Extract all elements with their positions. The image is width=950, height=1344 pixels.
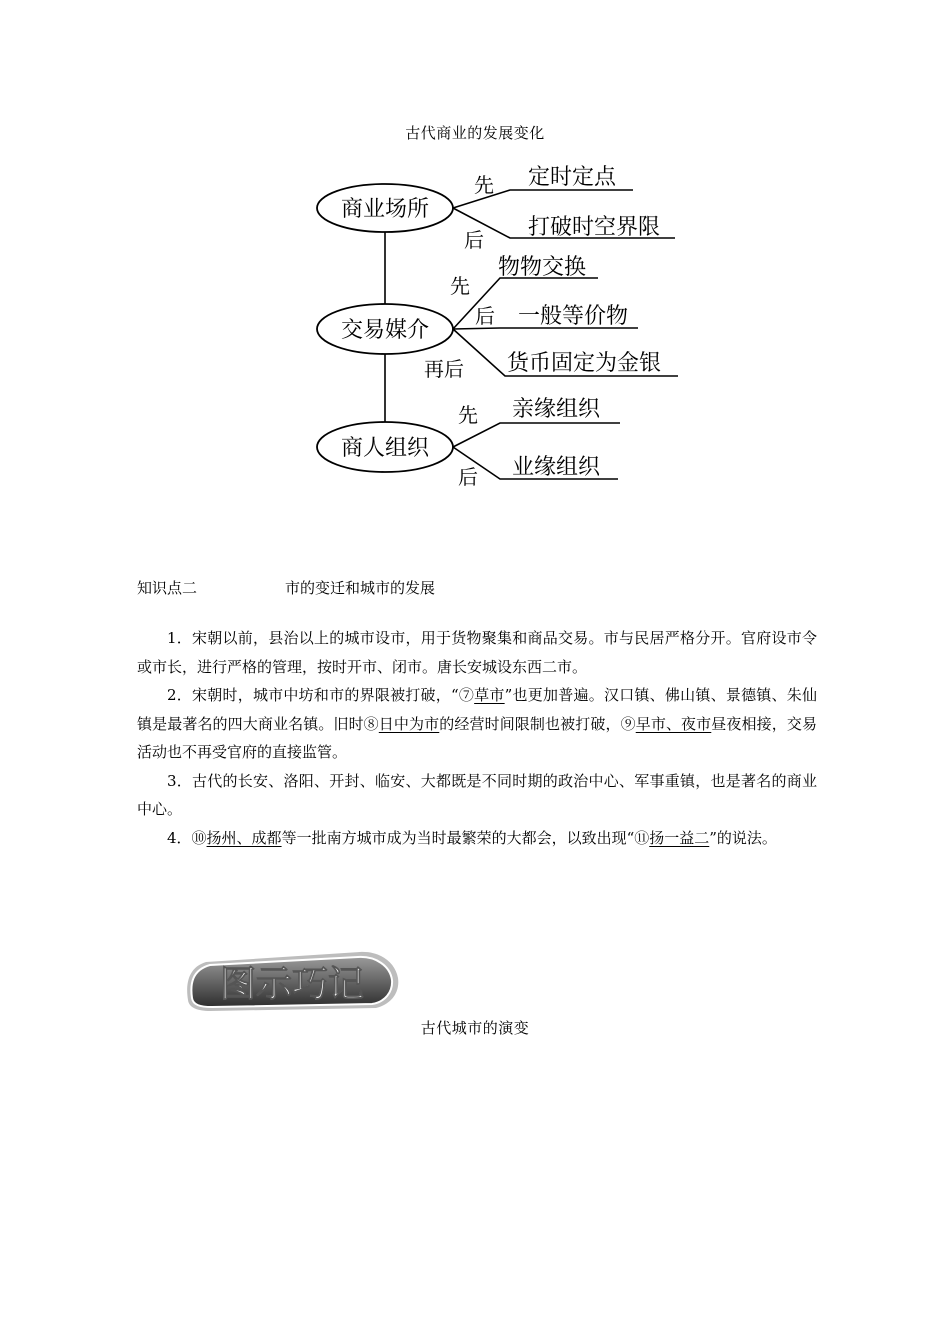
- branch-text: 业缘组织: [512, 455, 601, 480]
- branch-label: 先: [474, 173, 494, 197]
- node-trade-medium: 交易媒介: [340, 318, 430, 343]
- paragraph-3: 3．古代的长安、洛阳、开封、临安、大都既是不同时期的政治中心、军事重镇，也是著名的商业中心。: [137, 771, 817, 818]
- branch-text: 打破时空界限: [528, 215, 661, 240]
- section-content: [137, 624, 817, 852]
- node-merchant-org: 商人组织: [340, 436, 430, 461]
- branch-text: 物物交换: [498, 255, 587, 280]
- answer-blank: 扬州、成都: [206, 828, 282, 847]
- commerce-mind-map: [300, 150, 690, 495]
- answer-blank: 早市、夜市: [635, 714, 712, 733]
- branch-label: 后: [475, 304, 495, 328]
- paragraph-1: 1．宋朝以前，县治以上的城市设市，用于货物聚集和商品交易。市与民居严格分开。官府设市令或市长，进行严格的管理，按时开市、闭市。唐长安城设东西二市。: [137, 629, 817, 676]
- answer-blank: 草市: [474, 686, 505, 704]
- branch-text: 定时定点: [528, 165, 617, 190]
- branch-label: 再后: [424, 357, 464, 381]
- section-topic: 市的变迁和城市的发展: [285, 579, 436, 597]
- badge-text: 图示巧记: [219, 964, 365, 1005]
- branch-text: 一般等价物: [518, 304, 629, 329]
- city-evolution-caption: 古代城市的演变: [420, 1019, 530, 1037]
- branch-label: 先: [450, 274, 470, 298]
- paragraph-2: 2．宋朝时，城市中坊和市的界限被打破，“⑦草市”也更加普遍。汉口镇、佛山镇、景德镇、朱仙镇是最著名的四大商业名镇。旧时⑧日中为市的经营时间限制也被打破，⑨早市、夜市昼夜相接，交易活动也不再受官府的直接监管。: [137, 686, 818, 761]
- branch-label: 后: [464, 228, 484, 252]
- node-business-place: 商业场所: [340, 197, 430, 222]
- answer-blank: 日中为市: [378, 714, 440, 733]
- branch-text: 货币固定为金银: [507, 351, 662, 376]
- section-label: 知识点二: [137, 579, 198, 597]
- diagram-caption: 古代商业的发展变化: [405, 124, 545, 142]
- diagram-tips-badge: [180, 948, 410, 1014]
- branch-label: 先: [458, 403, 478, 427]
- section-heading: [137, 577, 436, 598]
- branch-label: 后: [458, 465, 478, 489]
- paragraph-4: 4．⑩扬州、成都等一批南方城市成为当时最繁荣的大都会，以致出现“⑪扬一益二”的说法。: [167, 828, 777, 847]
- branch-line: [453, 423, 620, 447]
- answer-blank: 扬一益二: [649, 828, 710, 847]
- branch-text: 亲缘组织: [512, 397, 601, 422]
